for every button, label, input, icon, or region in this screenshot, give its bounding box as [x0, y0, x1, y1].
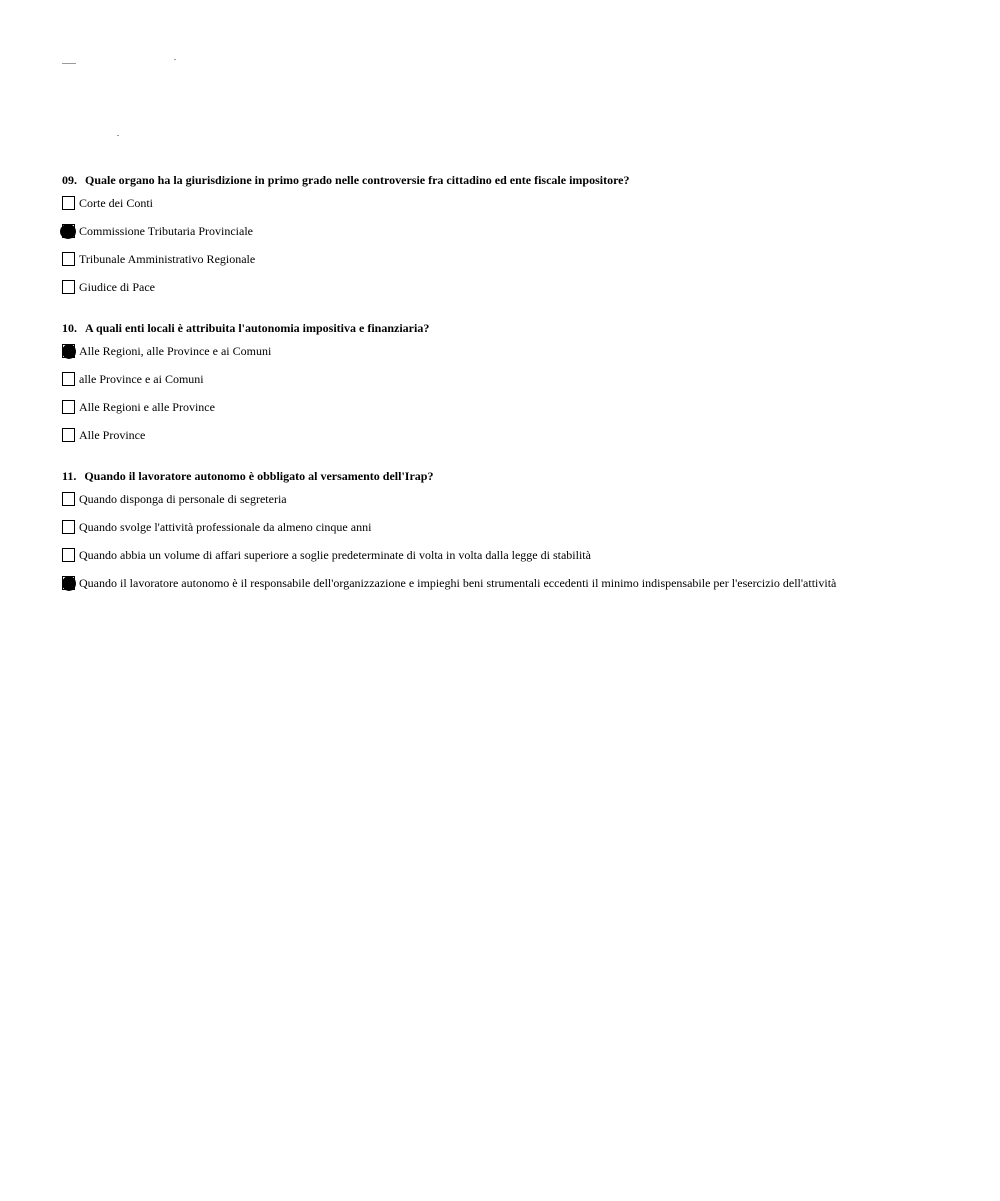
answer-label: Commissione Tributaria Provinciale: [79, 224, 253, 238]
answer-option[interactable]: [62, 250, 962, 278]
scan-artifact: [174, 59, 176, 60]
scan-artifact: [117, 135, 119, 136]
answer-label: Alle Regioni e alle Province: [79, 400, 215, 414]
question-number: 11.: [62, 469, 77, 483]
answer-option[interactable]: [62, 574, 962, 602]
answer-label: Quando svolge l'attività professionale da almeno cinque anni: [79, 520, 372, 534]
answer-label: Corte dei Conti: [79, 196, 153, 210]
quiz-content: [62, 171, 962, 615]
answer-option[interactable]: [62, 398, 962, 426]
answer-option[interactable]: [62, 546, 962, 574]
answer-label: Quando disponga di personale di segreteria: [79, 492, 287, 506]
answer-option[interactable]: [62, 518, 962, 546]
answer-option[interactable]: [62, 490, 962, 518]
question-09: [62, 171, 962, 306]
scan-artifact: [62, 63, 76, 64]
answer-label: Alle Province: [79, 428, 146, 442]
checkbox-empty-icon[interactable]: [62, 548, 75, 562]
answer-option[interactable]: [62, 370, 962, 398]
checkbox-empty-icon[interactable]: [62, 400, 75, 414]
question-number: 09.: [62, 173, 77, 187]
answer-label: Alle Regioni, alle Province e ai Comuni: [79, 344, 272, 358]
answer-option[interactable]: [62, 342, 962, 370]
answer-label: alle Province e ai Comuni: [79, 372, 204, 386]
answer-option[interactable]: [62, 278, 962, 306]
question-11: [62, 467, 962, 602]
answer-label: Giudice di Pace: [79, 280, 155, 294]
answer-label: Quando abbia un volume di affari superiore a soglie predeterminate di volta in volta dalla legge di stabilità: [79, 548, 591, 562]
checkbox-marked-icon[interactable]: [62, 344, 75, 358]
checkbox-empty-icon[interactable]: [62, 196, 75, 210]
answer-option[interactable]: [62, 426, 962, 454]
question-text: A quali enti locali è attribuita l'autonomia impositiva e finanziaria?: [85, 321, 430, 335]
checkbox-marked-icon[interactable]: [62, 576, 75, 590]
question-title: [62, 319, 962, 337]
answer-option[interactable]: [62, 194, 962, 222]
question-title: [62, 467, 962, 485]
question-10: [62, 319, 962, 454]
checkbox-empty-icon[interactable]: [62, 252, 75, 266]
question-number: 10.: [62, 321, 77, 335]
checkbox-empty-icon[interactable]: [62, 280, 75, 294]
checkbox-empty-icon[interactable]: [62, 428, 75, 442]
question-title: [62, 171, 962, 189]
answer-label: Tribunale Amministrativo Regionale: [79, 252, 256, 266]
question-text: Quando il lavoratore autonomo è obbligato al versamento dell'Irap?: [84, 469, 434, 483]
checkbox-empty-icon[interactable]: [62, 372, 75, 386]
answer-option[interactable]: [62, 222, 962, 250]
checkbox-empty-icon[interactable]: [62, 520, 75, 534]
answer-label: Quando il lavoratore autonomo è il responsabile dell'organizzazione e impieghi beni strumentali eccedenti il minimo indispensabile per l'esercizio dell'attività: [79, 576, 837, 590]
checkbox-empty-icon[interactable]: [62, 492, 75, 506]
question-text: Quale organo ha la giurisdizione in primo grado nelle controversie fra cittadino ed ente fiscale impositore?: [85, 173, 630, 187]
checkbox-marked-icon[interactable]: [62, 224, 75, 238]
